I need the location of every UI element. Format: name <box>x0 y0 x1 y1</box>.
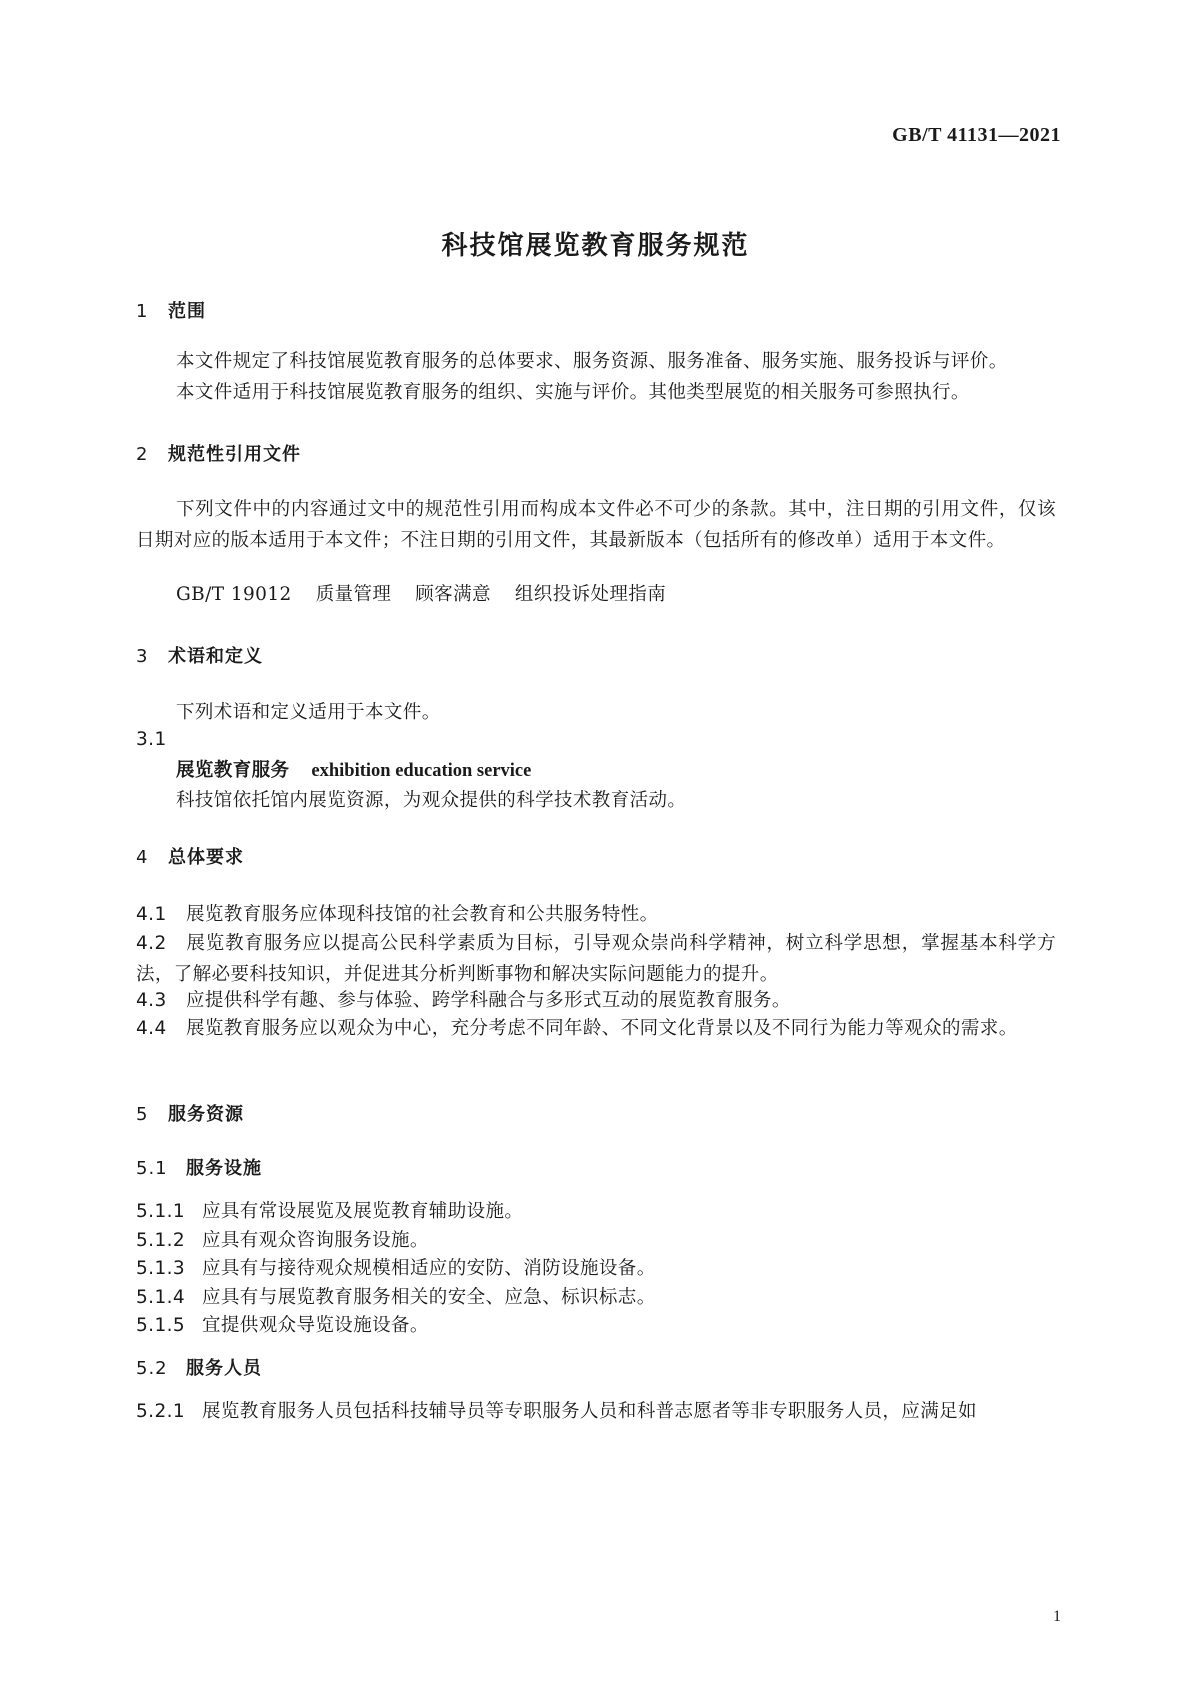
subsection-number: 5.1 <box>136 1158 168 1179</box>
clause-text: 展览教育服务人员包括科技辅导员等专职服务人员和科普志愿者等非专职服务人员，应满足如 <box>202 1401 977 1422</box>
page-number: 1 <box>1053 1608 1061 1625</box>
clause-5-1-3 <box>136 1254 1056 1280</box>
paragraph: 下列文件中的内容通过文中的规范性引用而构成本文件必不可少的条款。其中，注日期的引用文件，仅该日期对应的版本适用于本文件；不注日期的引用文件，其最新版本（包括所有的修改单）适用于本文件。 <box>136 499 1056 551</box>
clause-number: 4.2 <box>136 933 167 954</box>
clause-5-1-5 <box>136 1311 1056 1337</box>
clause-text: 应具有常设展览及展览教育辅助设施。 <box>202 1201 524 1222</box>
section-title: 规范性引用文件 <box>168 444 301 465</box>
section-1-heading <box>136 297 206 323</box>
section-title: 术语和定义 <box>168 646 263 667</box>
clause-text: 应具有与展览教育服务相关的安全、应急、标识标志。 <box>202 1287 656 1308</box>
section-3-heading <box>136 642 263 668</box>
clause-number: 5.1.5 <box>136 1315 186 1336</box>
clause-number: 5.1.2 <box>136 1230 186 1251</box>
term-definition: 科技馆依托馆内展览资源，为观众提供的科学技术教育活动。 <box>176 790 687 811</box>
term-number: 3.1 <box>136 729 167 750</box>
subsection-title: 服务设施 <box>186 1158 262 1179</box>
section-number: 2 <box>136 444 149 465</box>
reference-title-part: 组织投诉处理指南 <box>514 584 667 605</box>
subsection-5-1-heading <box>136 1154 262 1180</box>
clause-number: 4.3 <box>136 990 167 1011</box>
reference-title-part: 顾客满意 <box>415 584 491 605</box>
subsection-title: 服务人员 <box>186 1358 262 1379</box>
clause-number: 5.1.1 <box>136 1201 186 1222</box>
clause-text: 应具有与接待观众规模相适应的安防、消防设施设备。 <box>202 1258 656 1279</box>
paragraph: 本文件适用于科技馆展览教育服务的组织、实施与评价。其他类型展览的相关服务可参照执行。 <box>176 382 970 403</box>
standard-code: GB/T 41131—2021 <box>892 124 1061 146</box>
section-title: 总体要求 <box>168 847 244 868</box>
term-english: exhibition education service <box>311 761 532 781</box>
clause-4-4 <box>136 1013 1056 1044</box>
section-5-heading <box>136 1100 244 1126</box>
clause-4-1 <box>136 899 1056 930</box>
clause-number: 5.2.1 <box>136 1401 186 1422</box>
section-title: 服务资源 <box>168 1104 244 1125</box>
section-2-heading <box>136 440 301 466</box>
section-4-heading <box>136 843 244 869</box>
clause-text: 展览教育服务应以观众为中心，充分考虑不同年龄、不同文化背景以及不同行为能力等观众的需求。 <box>186 1018 1018 1039</box>
section-number: 3 <box>136 646 149 667</box>
clause-4-3 <box>136 985 1056 1016</box>
clause-5-1-4 <box>136 1283 1056 1309</box>
clause-text: 应提供科学有趣、参与体验、跨学科融合与多形式互动的展览教育服务。 <box>186 990 791 1011</box>
section-title: 范围 <box>168 301 206 322</box>
term-entry <box>176 756 531 782</box>
section-number: 4 <box>136 847 149 868</box>
subsection-number: 5.2 <box>136 1358 168 1379</box>
clause-text: 应具有观众咨询服务设施。 <box>202 1230 429 1251</box>
document-title: 科技馆展览教育服务规范 <box>441 231 750 261</box>
section-number: 5 <box>136 1104 149 1125</box>
clause-text: 宜提供观众导览设施设备。 <box>202 1315 429 1336</box>
clause-number: 4.1 <box>136 904 167 925</box>
clause-number: 5.1.3 <box>136 1258 186 1279</box>
reference-code: GB/T 19012 <box>176 584 292 605</box>
paragraph: 下列术语和定义适用于本文件。 <box>176 702 441 723</box>
clause-5-2-1 <box>136 1397 1056 1423</box>
reference-title-part: 质量管理 <box>315 584 392 605</box>
paragraph: 本文件规定了科技馆展览教育服务的总体要求、服务资源、服务准备、服务实施、服务投诉与评价。 <box>176 351 1008 372</box>
clause-text: 展览教育服务应以提高公民科学素质为目标，引导观众崇尚科学精神，树立科学思想，掌握基本科学方法，了解必要科技知识，并促进其分析判断事物和解决实际问题能力的提升。 <box>136 933 1056 985</box>
clause-4-2 <box>136 928 1056 990</box>
clause-number: 4.4 <box>136 1018 167 1039</box>
term-chinese: 展览教育服务 <box>176 760 290 781</box>
normative-reference <box>176 580 1096 606</box>
clause-text: 展览教育服务应体现科技馆的社会教育和公共服务特性。 <box>186 904 659 925</box>
section-number: 1 <box>136 301 149 322</box>
subsection-5-2-heading <box>136 1354 262 1380</box>
clause-5-1-2 <box>136 1226 1056 1252</box>
clause-5-1-1 <box>136 1197 1056 1223</box>
clause-number: 5.1.4 <box>136 1287 186 1308</box>
